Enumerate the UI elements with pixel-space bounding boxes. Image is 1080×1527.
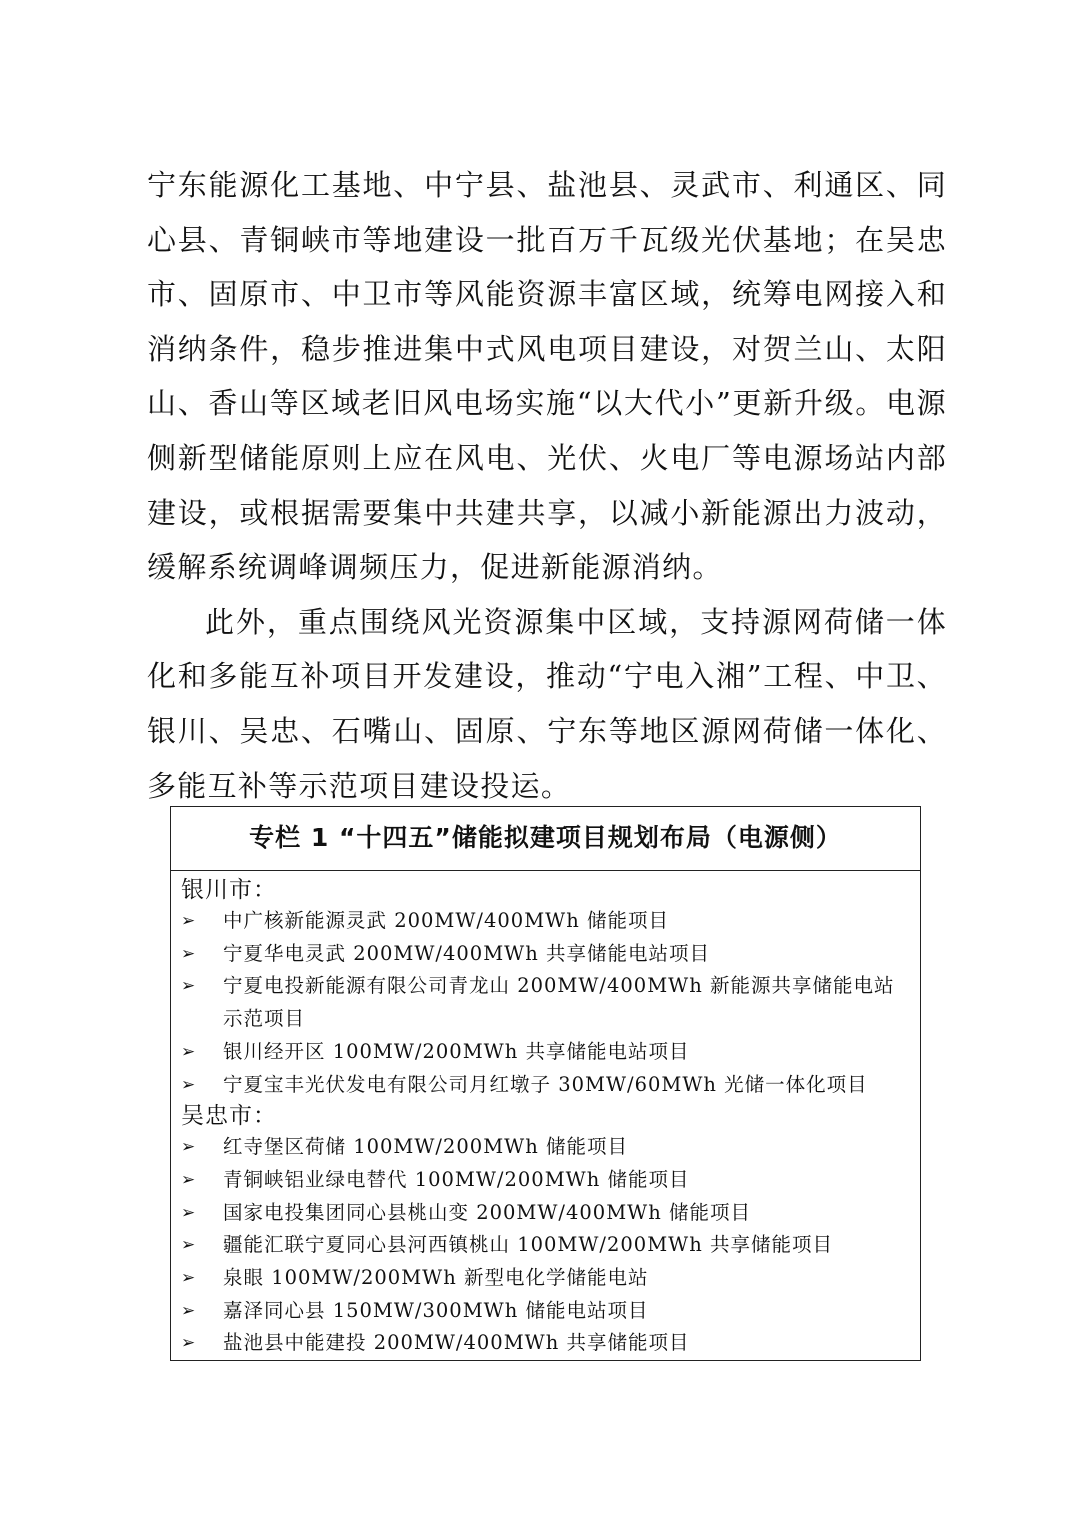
arrow-bullet-icon: ➢ [181, 911, 197, 931]
list-item-text: 盐池县中能建投 200MW/400MWh 共享储能项目 [223, 1331, 690, 1355]
arrow-bullet-icon: ➢ [181, 1333, 197, 1354]
list-item [179, 1295, 912, 1328]
arrow-bullet-icon: ➢ [181, 1268, 197, 1289]
arrow-bullet-icon: ➢ [181, 1235, 197, 1256]
list-item [179, 970, 912, 1035]
table-body [171, 871, 920, 1360]
list-item-text: 泉眼 100MW/200MWh 新型电化学储能电站 [223, 1266, 649, 1290]
list-item [179, 1036, 912, 1069]
arrow-bullet-icon: ➢ [181, 1137, 197, 1158]
arrow-bullet-icon: ➢ [181, 1041, 197, 1062]
table-title: 专栏 1 “十四五”储能拟建项目规划布局（电源侧） [171, 807, 920, 871]
arrow-bullet-icon: ➢ [181, 943, 197, 964]
list-item [179, 1131, 912, 1164]
list-item [179, 1229, 912, 1262]
list-item-text: 宁夏华电灵武 200MW/400MWh 共享储能电站项目 [223, 941, 710, 965]
list-item [179, 1197, 912, 1230]
list-item [179, 1262, 912, 1295]
arrow-bullet-icon: ➢ [181, 976, 197, 997]
paragraph-1: 宁东能源化工基地、中宁县、盐池县、灵武市、利通区、同心县、青铜峡市等地建设一批百万千瓦级光伏基地；在吴忠市、固原市、中卫市等风能资源丰富区域，统筹电网接入和消纳条件，稳步推进集中式风电项目建设，对贺兰山、太阳山、香山等区域老旧风电场实施“以大代小”更新升级。电源侧新型储能原则上应在风电、光伏、火电厂等电源场站内部建设，或根据需要集中共建共享，以减小新能源出力波动，缓解系统调峰调频压力，促进新能源消纳。 [147, 168, 947, 585]
list-item-text: 宁夏宝丰光伏发电有限公司月红墩子 30MW/60MWh 光储一体化项目 [223, 1072, 868, 1096]
list-item-text: 红寺堡区荷储 100MW/200MWh 储能项目 [223, 1135, 628, 1159]
paragraph-2: 此外，重点围绕风光资源集中区域，支持源网荷储一体化和多能互补项目开发建设，推动“宁电入湘”工程、中卫、银川、吴忠、石嘴山、固原、宁东等地区源网荷储一体化、多能互补等示范项目建设投运。 [147, 604, 947, 803]
list-item [179, 905, 912, 938]
list-item-text: 银川经开区 100MW/200MWh 共享储能电站项目 [223, 1039, 690, 1063]
list-item-text: 青铜峡铝业绿电替代 100MW/200MWh 储能项目 [223, 1167, 690, 1191]
list-item-text: 国家电投集团同心县桃山变 200MW/400MWh 储能项目 [223, 1200, 751, 1224]
body-text [147, 158, 947, 813]
planning-table [170, 806, 921, 1361]
arrow-bullet-icon: ➢ [181, 1074, 197, 1095]
section-heading-wuzhong: 吴忠市： [181, 1103, 277, 1130]
arrow-bullet-icon: ➢ [181, 1169, 197, 1190]
list-item [179, 1327, 912, 1360]
arrow-bullet-icon: ➢ [181, 1300, 197, 1321]
list-item-text: 中广核新能源灵武 200MW/400MWh 储能项目 [223, 909, 669, 932]
arrow-bullet-icon: ➢ [181, 1202, 197, 1223]
list-item [179, 938, 912, 971]
list-item-text: 宁夏电投新能源有限公司青龙山 200MW/400MWh 新能源共享储能电站示范项目 [223, 974, 895, 1031]
list-item [179, 1069, 912, 1102]
list-item [179, 1164, 912, 1197]
section-heading-yinchuan: 银川市： [181, 877, 277, 903]
list-item-text: 疆能汇联宁夏同心县河西镇桃山 100MW/200MWh 共享储能项目 [223, 1233, 833, 1257]
list-item-text: 嘉泽同心县 150MW/300MWh 储能电站项目 [223, 1298, 649, 1322]
